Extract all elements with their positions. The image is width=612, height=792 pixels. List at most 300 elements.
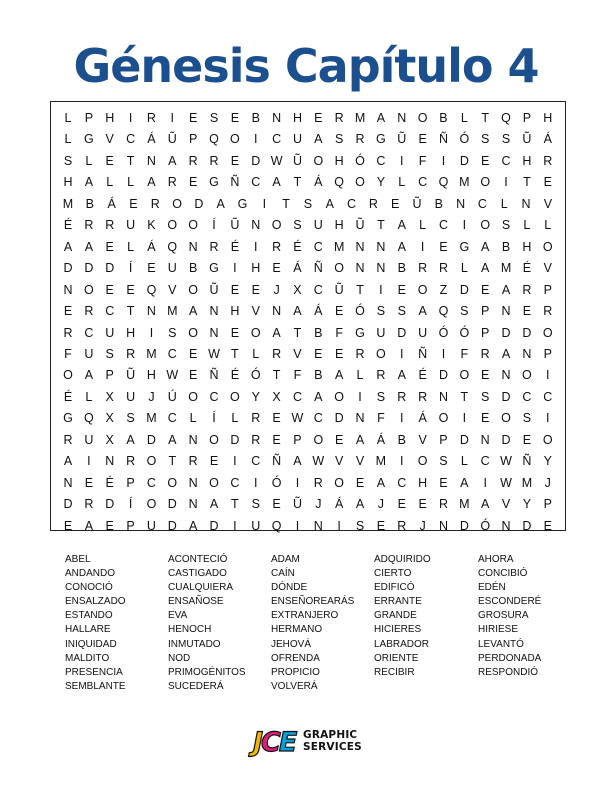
grid-letter: C xyxy=(477,196,487,211)
grid-letter: S xyxy=(335,132,344,147)
grid-letter: É xyxy=(105,475,114,490)
grid-letter: L xyxy=(64,132,72,147)
grid-letter: P xyxy=(543,282,552,297)
grid-letter: F xyxy=(460,346,469,361)
grid-letter: L xyxy=(460,454,468,469)
grid-letter: R xyxy=(84,218,94,233)
grid-letter: E xyxy=(397,282,406,297)
word-list-item: EVA xyxy=(168,610,188,622)
grid-letter: O xyxy=(188,282,199,297)
grid-letter: N xyxy=(397,111,407,125)
grid-letter: X xyxy=(105,432,114,447)
grid-letter: I xyxy=(462,411,467,426)
grid-letter: C xyxy=(105,304,115,319)
grid-letter: I xyxy=(441,153,446,168)
grid-letter: A xyxy=(84,518,94,533)
grid-letter: C xyxy=(438,218,448,233)
grid-letter: U xyxy=(167,261,177,276)
grid-letter: Á xyxy=(543,132,552,147)
grid-letter: D xyxy=(459,282,469,297)
grid-row xyxy=(51,213,565,237)
grid-letter: E xyxy=(251,282,260,297)
grid-letter: Ó xyxy=(250,368,261,383)
grid-letter: E xyxy=(272,261,281,276)
grid-letter: A xyxy=(460,475,469,490)
grid-letter: L xyxy=(523,218,531,233)
word-list-item: DÓNDE xyxy=(271,582,308,594)
grid-letter: C xyxy=(313,239,323,254)
grid-letter: C xyxy=(251,175,261,190)
grid-letter: R xyxy=(251,432,261,447)
grid-letter: C xyxy=(209,389,219,404)
grid-letter: E xyxy=(314,111,323,125)
grid-letter: É xyxy=(63,389,73,404)
grid-letter: J xyxy=(273,282,280,297)
grid-letter: Y xyxy=(376,175,386,190)
grid-row xyxy=(51,256,565,280)
grid-letter: B xyxy=(314,368,323,383)
grid-letter: A xyxy=(481,261,490,276)
grid-letter: J xyxy=(544,475,551,490)
grid-letter: C xyxy=(522,389,532,404)
grid-letter: O xyxy=(146,497,157,512)
grid-letter: Ũ xyxy=(397,132,407,147)
grid-letter: R xyxy=(480,346,490,361)
logo-letter: E xyxy=(278,726,296,758)
grid-letter: R xyxy=(543,304,553,319)
grid-letter: T xyxy=(272,368,281,383)
grid-letter: T xyxy=(282,196,290,211)
grid-letter: I xyxy=(253,475,258,490)
grid-letter: I xyxy=(420,239,425,254)
grid-letter: O xyxy=(334,261,345,276)
grid-letter: E xyxy=(543,518,552,533)
grid-letter: H xyxy=(292,111,302,125)
grid-letter: N xyxy=(313,518,323,533)
grid-letter: O xyxy=(459,368,470,383)
grid-letter: C xyxy=(397,475,407,490)
logo-letter: J xyxy=(253,726,262,758)
grid-letter: F xyxy=(418,153,427,168)
word-list-item: JEHOVÁ xyxy=(271,638,312,650)
grid-letter: E xyxy=(335,432,344,447)
grid-letter: O xyxy=(417,454,428,469)
grid-letter: E xyxy=(188,175,198,190)
grid-letter: Á xyxy=(418,411,427,426)
word-list-item: GRANDE xyxy=(374,610,417,622)
grid-letter: E xyxy=(335,346,344,361)
grid-letter: A xyxy=(84,368,94,383)
grid-letter: I xyxy=(400,153,404,168)
grid-letter: B xyxy=(85,196,94,211)
word-list-item: ENSALZADO xyxy=(65,596,126,608)
grid-letter: E xyxy=(272,432,281,447)
grid-letter: T xyxy=(293,325,302,340)
grid-letter: I xyxy=(233,454,237,469)
grid-letter: I xyxy=(170,111,175,125)
grid-letter: I xyxy=(233,261,237,276)
grid-letter: S xyxy=(168,325,177,340)
grid-letter: A xyxy=(188,304,198,319)
grid-letter: T xyxy=(231,346,239,361)
grid-letter: A xyxy=(272,325,281,340)
grid-letter: E xyxy=(188,346,198,361)
grid-letter: L xyxy=(252,346,260,361)
grid-letter: O xyxy=(417,111,428,125)
grid-letter: E xyxy=(418,497,427,512)
grid-letter: Ñ xyxy=(418,346,428,361)
logo-text xyxy=(303,730,362,753)
grid-letter: C xyxy=(376,153,386,168)
word-list-item: CONOCIÓ xyxy=(65,582,113,594)
grid-letter: P xyxy=(105,368,114,383)
grid-letter: Á xyxy=(335,497,344,512)
grid-letter: G xyxy=(63,411,73,426)
grid-letter: E xyxy=(543,175,552,190)
word-list-item: ENSEÑOREARÁS xyxy=(271,596,355,608)
grid-letter: E xyxy=(481,282,490,297)
grid-letter: N xyxy=(146,304,156,319)
grid-letter: E xyxy=(147,261,156,276)
grid-letter: S xyxy=(376,389,386,404)
grid-letter: R xyxy=(188,153,198,168)
grid-letter: S xyxy=(303,196,313,211)
grid-letter: R xyxy=(438,261,448,276)
grid-letter: M xyxy=(459,497,470,512)
page-title: Génesis Capítulo 4 xyxy=(73,39,539,93)
grid-letter: O xyxy=(313,153,324,168)
grid-letter: A xyxy=(397,239,406,254)
grid-letter: E xyxy=(126,282,135,297)
grid-letter: N xyxy=(522,346,532,361)
jce-graphic-services-logo xyxy=(253,727,365,757)
grid-letter: I xyxy=(400,454,404,469)
grid-letter: U xyxy=(126,389,136,404)
grid-letter: É xyxy=(418,368,427,383)
word-list-item: EDÉN xyxy=(478,582,506,594)
grid-letter: O xyxy=(313,432,324,447)
grid-letter: R xyxy=(355,346,365,361)
grid-letter: S xyxy=(355,518,365,533)
grid-row xyxy=(51,106,565,130)
grid-letter: O xyxy=(230,389,240,404)
grid-letter: U xyxy=(84,346,94,361)
grid-letter: O xyxy=(167,218,178,233)
grid-letter: H xyxy=(146,368,156,383)
grid-letter: I xyxy=(295,518,300,533)
grid-letter: L xyxy=(106,175,114,190)
grid-letter: L xyxy=(419,218,427,233)
grid-letter: I xyxy=(87,454,91,469)
grid-letter: N xyxy=(63,475,73,490)
grid-letter: H xyxy=(418,475,428,490)
grid-letter: D xyxy=(63,261,73,276)
grid-letter: R xyxy=(438,497,448,512)
grid-letter: R xyxy=(522,282,532,297)
grid-letter: V xyxy=(355,454,365,469)
grid-letter: Ñ xyxy=(230,175,240,190)
grid-letter: J xyxy=(148,389,155,404)
grid-letter: E xyxy=(272,497,281,512)
grid-letter: E xyxy=(522,304,532,319)
grid-letter: S xyxy=(293,218,302,233)
grid-letter: U xyxy=(418,325,428,340)
grid-letter: L xyxy=(189,411,197,426)
grid-letter: É xyxy=(230,368,240,383)
grid-letter: O xyxy=(480,218,491,233)
word-list-item: ENSAÑOSE xyxy=(168,596,224,608)
grid-letter: R xyxy=(188,454,198,469)
word-list-item: CAÍN xyxy=(271,568,295,580)
grid-letter: V xyxy=(335,454,344,469)
grid-letter: I xyxy=(441,346,446,361)
grid-letter: N xyxy=(521,196,531,211)
grid-letter: B xyxy=(314,325,323,340)
grid-letter: E xyxy=(391,196,400,211)
grid-letter: Ũ xyxy=(126,368,136,383)
grid-letter: E xyxy=(230,325,240,340)
grid-letter: P xyxy=(543,497,552,512)
grid-letter: I xyxy=(295,475,300,490)
grid-letter: R xyxy=(84,497,94,512)
grid-letter: C xyxy=(230,475,240,490)
grid-letter: C xyxy=(418,175,428,190)
word-list-item: RECIBIR xyxy=(374,666,415,678)
grid-letter: E xyxy=(230,282,240,297)
word-list-item: HICIERES xyxy=(374,624,422,636)
grid-letter: E xyxy=(105,153,114,168)
grid-letter: É xyxy=(293,239,302,254)
grid-letter: S xyxy=(126,411,135,426)
word-list-item: HENOCH xyxy=(168,624,212,636)
grid-letter: N xyxy=(376,239,386,254)
grid-letter: E xyxy=(335,304,344,319)
grid-letter: L xyxy=(356,368,364,383)
grid-letter: Á xyxy=(107,196,116,211)
grid-letter: R xyxy=(105,218,115,233)
grid-letter: B xyxy=(188,261,198,276)
grid-letter: R xyxy=(368,196,378,211)
grid-letter: U xyxy=(146,518,156,533)
grid-letter: A xyxy=(63,454,73,469)
grid-letter: A xyxy=(209,497,219,512)
grid-letter: M xyxy=(500,261,512,276)
grid-letter: I xyxy=(128,111,133,125)
grid-letter: I xyxy=(546,368,550,383)
grid-letter: B xyxy=(439,111,448,125)
grid-letter: L xyxy=(460,261,468,276)
word-search-grid xyxy=(50,101,566,531)
grid-letter: D xyxy=(230,432,240,447)
grid-letter: W xyxy=(500,475,512,490)
grid-letter: D xyxy=(522,325,532,340)
grid-letter: T xyxy=(523,175,531,190)
grid-letter: N xyxy=(188,432,198,447)
grid-letter: T xyxy=(126,153,135,168)
grid-letter: A xyxy=(397,368,406,383)
grid-letter: O xyxy=(230,132,240,147)
grid-letter: E xyxy=(314,346,323,361)
word-list-item: LABRADOR xyxy=(374,638,430,650)
grid-letter: Q xyxy=(83,411,94,426)
grid-row xyxy=(51,385,565,409)
grid-letter: D xyxy=(105,497,115,512)
grid-letter: I xyxy=(337,518,341,533)
grid-letter: A xyxy=(335,368,344,383)
grid-letter: D xyxy=(167,518,177,533)
grid-row xyxy=(51,170,565,194)
grid-letter: I xyxy=(462,218,467,233)
grid-letter: F xyxy=(293,368,302,383)
grid-letter: E xyxy=(129,196,138,211)
grid-letter: C xyxy=(84,325,94,340)
grid-letter: E xyxy=(439,475,448,490)
grid-letter: P xyxy=(522,111,532,125)
word-list-item: ACONTECIÓ xyxy=(168,554,228,565)
grid-letter: O xyxy=(501,411,511,426)
grid-letter: N xyxy=(63,282,73,297)
word-list-column xyxy=(65,553,175,694)
grid-letter: Ó xyxy=(438,325,449,340)
grid-letter: O xyxy=(63,368,73,383)
grid-letter: C xyxy=(167,346,177,361)
grid-letter: M xyxy=(375,454,387,469)
grid-letter: A xyxy=(314,389,323,404)
word-list-item: CIERTO xyxy=(374,568,412,580)
grid-letter: C xyxy=(126,132,136,147)
grid-letter: R xyxy=(150,196,160,211)
grid-letter: O xyxy=(250,325,261,340)
grid-letter: W xyxy=(166,368,179,383)
grid-letter: H xyxy=(126,325,136,340)
grid-letter: D xyxy=(334,411,344,426)
grid-letter: T xyxy=(481,111,489,125)
grid-letter: N xyxy=(438,518,448,533)
grid-letter: V xyxy=(293,346,302,361)
word-list-column xyxy=(374,553,484,680)
grid-letter: A xyxy=(481,497,490,512)
grid-letter: N xyxy=(188,475,198,490)
word-list-item: ERRANTE xyxy=(374,596,422,608)
grid-letter: A xyxy=(376,111,386,125)
grid-letter: S xyxy=(63,153,73,168)
grid-letter: H xyxy=(543,111,553,125)
grid-letter: Í xyxy=(128,261,133,276)
grid-letter: E xyxy=(63,304,73,319)
grid-letter: Ó xyxy=(459,325,470,340)
grid-letter: C xyxy=(272,132,282,147)
word-list xyxy=(0,553,612,703)
grid-letter: E xyxy=(84,475,94,490)
grid-letter: O xyxy=(334,475,345,490)
grid-letter: Á xyxy=(314,175,323,190)
grid-letter: O xyxy=(417,282,428,297)
grid-letter: S xyxy=(397,304,406,319)
grid-letter: D xyxy=(397,325,407,340)
logo-text-line1: GRAPHIC xyxy=(303,729,358,741)
grid-letter: R xyxy=(167,175,177,190)
grid-letter: E xyxy=(397,497,406,512)
grid-row xyxy=(51,321,565,345)
grid-letter: E xyxy=(439,239,448,254)
grid-letter: N xyxy=(105,454,115,469)
word-list-item: LEVANTÓ xyxy=(478,638,524,650)
grid-row xyxy=(51,406,565,430)
grid-letter: E xyxy=(355,475,365,490)
grid-letter: R xyxy=(84,304,94,319)
grid-letter: Ó xyxy=(355,153,365,168)
word-list-item: SUCEDERÁ xyxy=(168,680,224,692)
grid-letter: N xyxy=(501,304,511,319)
grid-letter: S xyxy=(522,411,532,426)
grid-letter: M xyxy=(354,111,366,125)
grid-letter: E xyxy=(105,239,114,254)
grid-letter: O xyxy=(209,432,219,447)
grid-letter: G xyxy=(459,239,470,254)
grid-letter: Ũ xyxy=(230,218,240,233)
grid-letter: W xyxy=(312,454,325,469)
grid-letter: R xyxy=(543,153,553,168)
grid-letter: R xyxy=(397,389,407,404)
grid-letter: N xyxy=(480,432,490,447)
grid-letter: S xyxy=(501,132,511,147)
grid-letter: A xyxy=(293,304,302,319)
grid-letter: O xyxy=(188,389,199,404)
grid-letter: Q xyxy=(438,304,449,319)
grid-letter: N xyxy=(209,304,219,319)
grid-letter: M xyxy=(146,411,157,426)
grid-letter: C xyxy=(501,153,511,168)
word-list-item: ADAM xyxy=(271,554,300,565)
grid-letter: D xyxy=(209,518,219,533)
grid-letter: R xyxy=(63,325,73,340)
grid-letter: R xyxy=(251,411,261,426)
grid-letter: C xyxy=(313,282,323,297)
grid-letter: Q xyxy=(501,111,511,125)
grid-letter: Ũ xyxy=(209,282,219,297)
word-list-item: RESPONDIÓ xyxy=(478,666,539,678)
grid-letter: É xyxy=(230,239,240,254)
grid-letter: U xyxy=(292,132,302,147)
grid-letter: Ũ xyxy=(334,282,344,297)
grid-letter: T xyxy=(293,175,302,190)
grid-letter: U xyxy=(126,218,136,233)
grid-letter: E xyxy=(188,368,198,383)
grid-row xyxy=(51,235,565,259)
grid-letter: D xyxy=(501,432,511,447)
logo-text-line2: SERVICES xyxy=(303,740,362,753)
grid-letter: S xyxy=(481,389,490,404)
grid-row xyxy=(51,127,565,151)
grid-letter: M xyxy=(167,304,178,319)
grid-letter: H xyxy=(522,239,532,254)
grid-letter: N xyxy=(501,518,511,533)
grid-letter: N xyxy=(355,239,365,254)
grid-letter: C xyxy=(543,389,553,404)
grid-letter: Ñ xyxy=(272,454,282,469)
grid-letter: E xyxy=(230,111,240,125)
grid-letter: E xyxy=(63,518,73,533)
grid-row xyxy=(51,492,565,516)
grid-letter: Ó xyxy=(480,518,491,533)
word-list-column xyxy=(168,553,278,694)
grid-letter: X xyxy=(105,389,114,404)
grid-letter: A xyxy=(147,175,156,190)
grid-letter: E xyxy=(376,518,386,533)
grid-letter: P xyxy=(188,132,198,147)
grid-letter: L xyxy=(398,175,406,190)
grid-letter: Á xyxy=(314,304,323,319)
